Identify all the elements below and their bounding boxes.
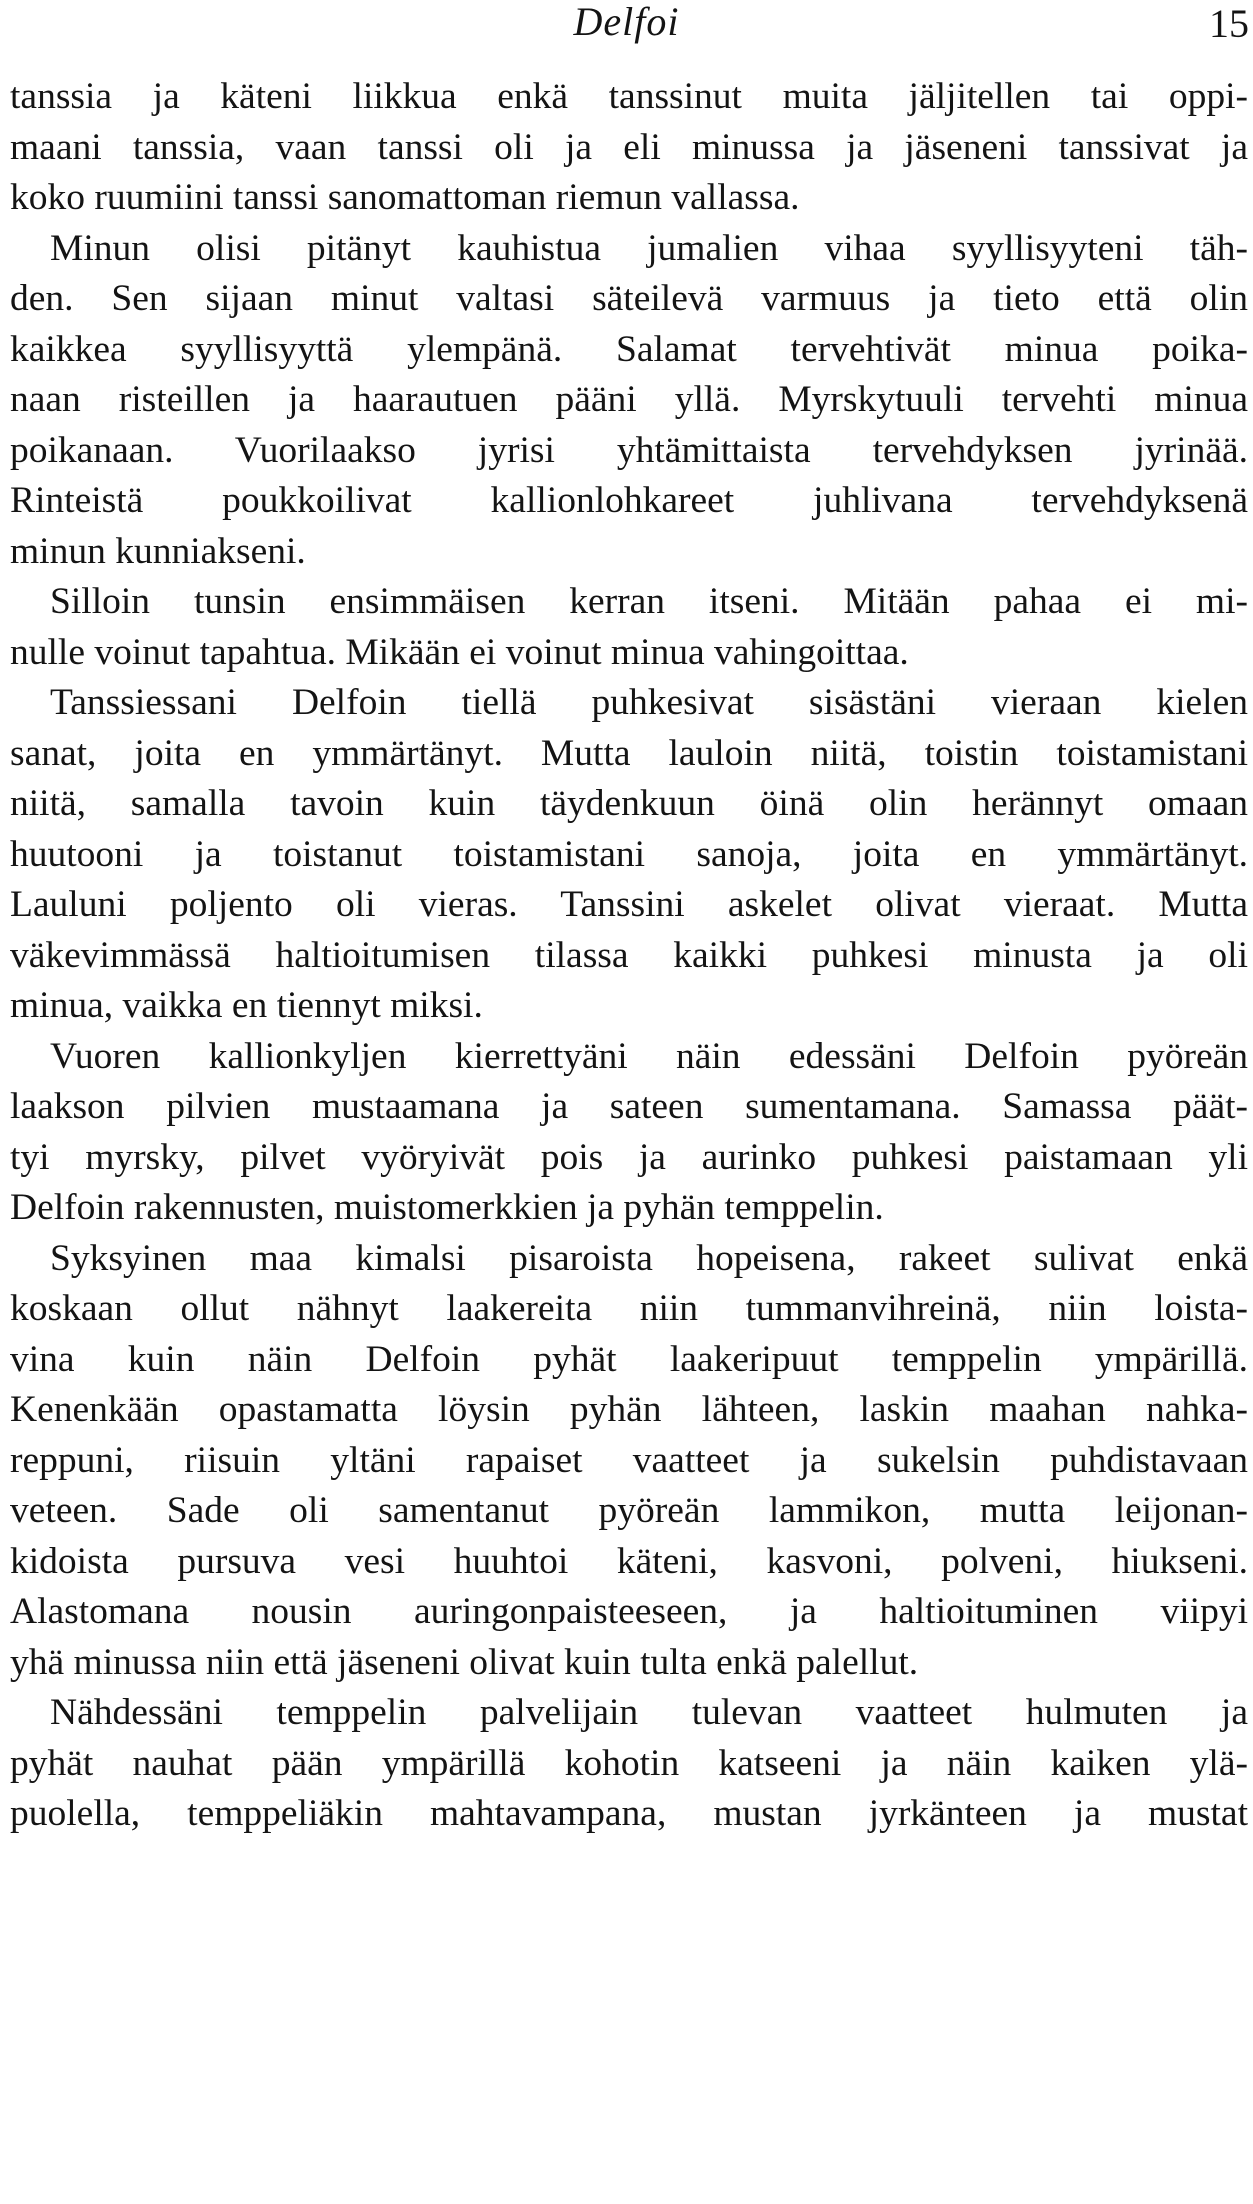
running-head — [0, 0, 1253, 46]
text-line: Delfoin rakennusten, muistomerkkien ja pyhän temppelin. — [10, 1187, 884, 1228]
paragraph-start-line: Syksyinen maa kimalsi pisaroista hopeisena, rakeet sulivat enkä — [50, 1237, 1248, 1279]
text-line: den. Sen sijaan minut valtasi säteilevä varmuus ja tieto että olin — [10, 278, 1248, 319]
text-line: niitä, samalla tavoin kuin täydenkuun öinä olin herännyt omaan — [10, 783, 1248, 824]
text-line: väkevimmässä haltioitumisen tilassa kaikki puhkesi minusta ja oli — [10, 934, 1248, 976]
text-line: koskaan ollut nähnyt laakereita niin tummanvihreinä, niin loista- — [10, 1288, 1248, 1329]
text-line: laakson pilvien mustaamana ja sateen sumentamana. Samassa päät- — [10, 1086, 1248, 1127]
paragraph-start-line: Nähdessäni temppelin palvelijain tulevan vaatteet hulmuten ja — [50, 1692, 1248, 1733]
text-line: huutooni ja toistanut toistamistani sanoja, joita en ymmärtänyt. — [10, 833, 1248, 875]
paragraph-start-line: Silloin tunsin ensimmäisen kerran itseni. Mitään pahaa ei mi- — [50, 581, 1248, 622]
text-line: nulle voinut tapahtua. Mikään ei voinut minua vahingoittaa. — [10, 631, 909, 673]
text-line: naan risteillen ja haarautuen pääni yllä. Myrskytuuli tervehti minua — [10, 379, 1248, 420]
text-line: minun kunniakseni. — [10, 530, 306, 572]
paragraph-start-line: Minun olisi pitänyt kauhistua jumalien vihaa syyllisyyteni täh- — [50, 227, 1248, 269]
text-line: Rinteistä poukkoilivat kallionlohkareet juhlivana tervehdyksenä — [10, 480, 1248, 521]
text-line: puolella, temppeliäkin mahtavampana, mustan jyrkänteen ja mustat — [10, 1793, 1248, 1834]
paragraph-start-line: Vuoren kallionkyljen kierrettyäni näin edessäni Delfoin pyöreän — [50, 1035, 1248, 1077]
text-line: sanat, joita en ymmärtänyt. Mutta lauloin niitä, toistin toistamistani — [10, 732, 1248, 774]
text-line: veteen. Sade oli samentanut pyöreän lammikon, mutta leijonan- — [10, 1490, 1248, 1531]
text-line: Lauluni poljento oli vieras. Tanssini askelet olivat vieraat. Mutta — [10, 884, 1248, 925]
text-line: tyi myrsky, pilvet vyöryivät pois ja aurinko puhkesi paistamaan yli — [10, 1136, 1248, 1178]
text-line: maani tanssia, vaan tanssi oli ja eli minussa ja jäseneni tanssivat ja — [10, 126, 1248, 168]
text-line: koko ruumiini tanssi sanomattoman riemun vallassa. — [10, 177, 800, 218]
running-title: Delfoi — [573, 0, 680, 44]
paragraph-start-line: Tanssiessani Delfoin tiellä puhkesivat sisästäni vieraan kielen — [50, 682, 1248, 723]
text-line: Kenenkään opastamatta löysin pyhän lähteen, laskin maahan nahka- — [10, 1389, 1248, 1430]
text-line: poikanaan. Vuorilaakso jyrisi yhtämittaista tervehdyksen jyrinää. — [10, 429, 1248, 471]
page-number: 15 — [1209, 1, 1249, 46]
text-line: vina kuin näin Delfoin pyhät laakeripuut temppelin ympärillä. — [10, 1338, 1248, 1380]
text-line: pyhät nauhat pään ympärillä kohotin katseeni ja näin kaiken ylä- — [10, 1742, 1248, 1784]
text-line: kaikkea syyllisyyttä ylempänä. Salamat tervehtivät minua poika- — [10, 328, 1248, 370]
text-line: Alastomana nousin auringonpaisteeseen, ja haltioituminen viipyi — [10, 1591, 1248, 1632]
text-line: yhä minussa niin että jäseneni olivat kuin tulta enkä palellut. — [10, 1641, 919, 1683]
text-line: reppuni, riisuin yltäni rapaiset vaatteet ja sukelsin puhdistavaan — [10, 1439, 1248, 1481]
text-line: minua, vaikka en tiennyt miksi. — [10, 985, 483, 1026]
body-text — [10, 72, 1248, 1840]
text-line: kidoista pursuva vesi huuhtoi käteni, kasvoni, polveni, hiukseni. — [10, 1540, 1248, 1582]
text-line: tanssia ja käteni liikkua enkä tanssinut muita jäljitellen tai oppi- — [10, 76, 1248, 117]
